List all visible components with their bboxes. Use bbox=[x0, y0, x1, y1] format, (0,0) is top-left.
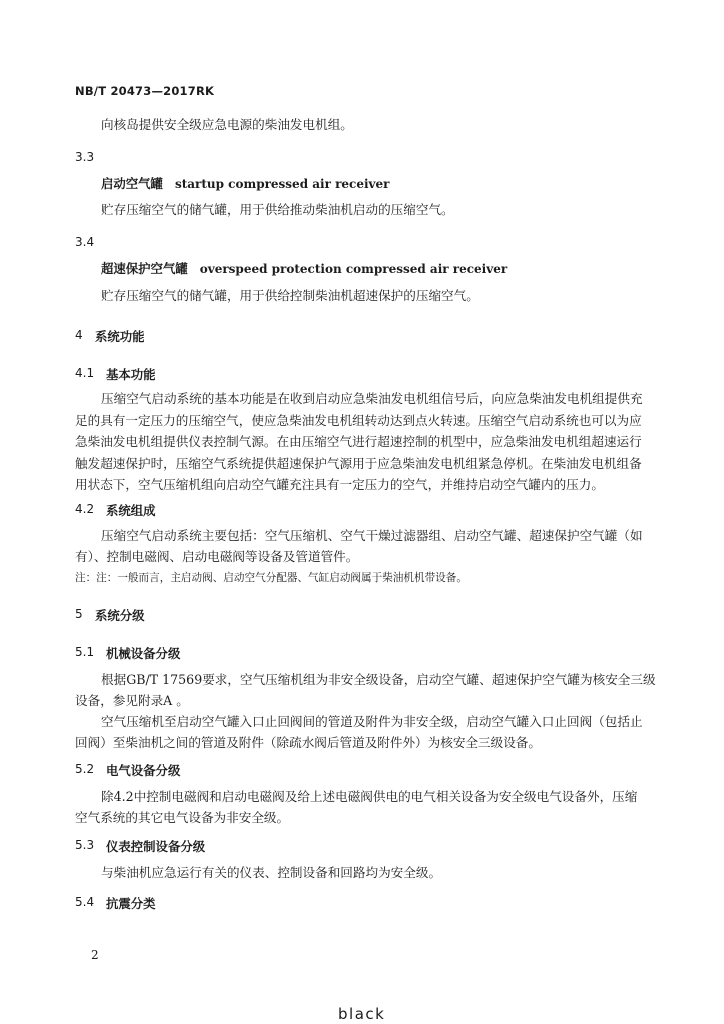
section-3-3-definition: 贮存压缩空气的储气罐，用于供给推动柴油机启动的压缩空气。 bbox=[101, 202, 454, 217]
section-5-1-title: 机械设备分级 bbox=[106, 646, 181, 661]
s4-1-line-5: 用状态下，空气压缩机组向启动空气罐充注具有一定压力的空气，并维持启动空气罐内的压力。 bbox=[75, 477, 604, 492]
s4-1-line-4: 触发超速保护时，压缩空气系统提供超速保护气源用于应急柴油发电机组紧急停机。在柴油发电机组备 bbox=[75, 456, 642, 471]
s5-3-line: 与柴油机应急运行有关的仪表、控制设备和回路均为安全级。 bbox=[101, 865, 442, 880]
section-3-4-definition: 贮存压缩空气的储气罐，用于供给控制柴油机超速保护的压缩空气。 bbox=[101, 288, 479, 303]
section-5-4-number: 5.4 bbox=[75, 895, 95, 909]
s5-1-p2-line-2: 回阀）至柴油机之间的管道及附件（除疏水阀后管道及附件外）为核安全三级设备。 bbox=[75, 735, 541, 750]
section-4-number: 4 bbox=[75, 328, 83, 342]
s4-1-line-1: 压缩空气启动系统的基本功能是在收到启动应急柴油发电机组信号后，向应急柴油发电机组提供充 bbox=[101, 391, 643, 406]
section-5-4-title: 抗震分类 bbox=[106, 896, 156, 911]
footer-label: black bbox=[338, 1005, 386, 1023]
s4-2-line-1: 压缩空气启动系统主要包括：空气压缩机、空气干燥过滤器组、启动空气罐、超速保护空气罐（如 bbox=[101, 528, 643, 543]
section-5-3-title: 仪表控制设备分级 bbox=[106, 839, 206, 854]
section-3-3-number: 3.3 bbox=[75, 150, 95, 164]
s5-1-p1-line-2: 设备，参见附录A 。 bbox=[75, 693, 189, 708]
section-4-2-number: 4.2 bbox=[75, 502, 95, 516]
section-3-4-number: 3.4 bbox=[75, 235, 95, 249]
section-5-title: 系统分级 bbox=[95, 608, 145, 623]
section-5-2-number: 5.2 bbox=[75, 762, 95, 776]
intro-line: 向核岛提供安全级应急电源的柴油发电机组。 bbox=[101, 117, 353, 132]
s5-2-line-2: 空气系统的其它电气设备为非安全级。 bbox=[75, 810, 290, 825]
term-en: startup compressed air receiver bbox=[174, 177, 390, 191]
term-cn: 启动空气罐 bbox=[101, 176, 163, 191]
s5-1-p2-line-1: 空气压缩机至启动空气罐入口止回阀间的管道及附件为非安全级，启动空气罐入口止回阀（包括止 bbox=[101, 714, 643, 729]
s5-1-p1-line-1: 根据GB/T 17569要求，空气压缩机组为非安全级设备，启动空气罐、超速保护空气罐为核安全三级 bbox=[101, 672, 656, 687]
section-4-title: 系统功能 bbox=[95, 329, 145, 344]
s5-2-line-1: 除4.2中控制电磁阀和启动电磁阀及给上述电磁阀供电的电气相关设备为安全级电气设备外，压缩 bbox=[101, 789, 638, 804]
section-4-1-number: 4.1 bbox=[75, 366, 95, 380]
section-5-1-number: 5.1 bbox=[75, 645, 95, 659]
page-number: 2 bbox=[91, 948, 99, 962]
section-5-number: 5 bbox=[75, 607, 83, 621]
section-3-3-term bbox=[101, 174, 389, 192]
section-5-3-number: 5.3 bbox=[75, 838, 95, 852]
section-4-2-title: 系统组成 bbox=[106, 503, 156, 518]
document-code-header: NB/T 20473—2017RK bbox=[75, 84, 215, 98]
section-3-4-term bbox=[101, 259, 507, 277]
s4-2-line-2: 有）、控制电磁阀、启动电磁阀等设备及管道管件。 bbox=[75, 549, 359, 564]
s4-2-note: 注：注：一般而言，主启动阀、启动空气分配器、气缸启动阀属于柴油机机带设备。 bbox=[75, 572, 467, 584]
s4-1-line-2: 足的具有一定压力的压缩空气，使应急柴油发电机组转动达到点火转速。压缩空气启动系统也可以为应 bbox=[75, 413, 642, 428]
section-4-1-title: 基本功能 bbox=[106, 367, 156, 382]
term-cn: 超速保护空气罐 bbox=[101, 261, 188, 276]
term-en: overspeed protection compressed air receiver bbox=[199, 262, 508, 276]
section-5-2-title: 电气设备分级 bbox=[106, 763, 181, 778]
s4-1-line-3: 急柴油发电机组提供仪表控制气源。在由压缩空气进行超速控制的机型中，应急柴油发电机组超速运行 bbox=[75, 434, 642, 449]
